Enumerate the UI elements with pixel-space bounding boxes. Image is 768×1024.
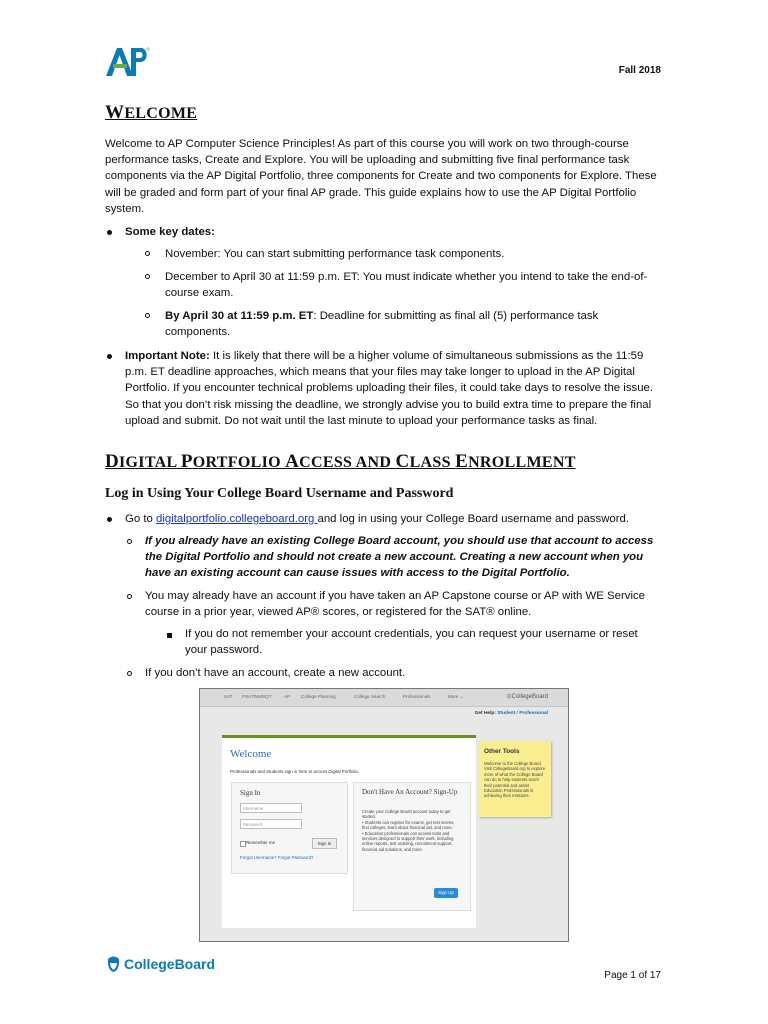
bullet: [107, 230, 112, 235]
welcome-intro: Welcome to AP Computer Science Principles! As part of this course you will work on two through-course performance tasks, Create and Explore. You will be uploading and submitting five final performance task components via the AP Digital Portfolio, three components for Create and two components for Explore. These will be graded and form part of your final AP grade. This guide explains how to use the AP Digital Portfolio system.: [105, 138, 657, 215]
nav-college-planning[interactable]: College Planning: [301, 694, 336, 699]
signup-box: [353, 782, 471, 911]
nav-college-search[interactable]: College Search: [354, 694, 386, 699]
forgot-credentials: If you do not remember your account credentials, you can request your username or reset your password.: [185, 628, 638, 657]
key-dates-label: Some key dates:: [125, 226, 215, 238]
nav-professionals[interactable]: Professionals: [403, 694, 431, 699]
shot-welcome-title: Welcome: [230, 748, 272, 760]
nav-ap[interactable]: AP: [284, 694, 291, 699]
bullet: [107, 517, 112, 522]
no-account: If you don’t have an account, create a new account.: [145, 667, 406, 679]
goto-instruction: Go to digitalportfolio.collegeboard.org and log in using your College Board username and password.: [125, 513, 630, 525]
other-tools-note: [479, 741, 551, 817]
help-professional-link[interactable]: Professional: [519, 711, 548, 716]
nav-psat[interactable]: PSAT/NMSQT: [242, 694, 272, 699]
help-student-link[interactable]: Student: [497, 711, 516, 716]
signin-button[interactable]: Sign In: [312, 838, 337, 849]
signup-title: Don't Have An Account? Sign-Up: [362, 788, 458, 796]
shot-intro: Professionals and Students sign in here to access Digital Portfolio.: [230, 769, 360, 774]
get-help: Get Help: Student / Professional: [474, 711, 548, 716]
date-april: By April 30 at 11:59 p.m. ET: Deadline for submitting as final all (5) performance task components.: [165, 310, 599, 339]
may-have-account: You may already have an account if you have taken an AP Capstone course or AP with WE Service course in a prior year, viewed AP® scores, or registered for the SAT® online.: [145, 590, 646, 619]
sub-bullet: [145, 251, 150, 256]
signin-panel: [222, 735, 476, 928]
date-december: December to April 30 at 11:59 p.m. ET: You must indicate whether you intend to take the end-of-course exam.: [165, 271, 648, 300]
signin-box: [231, 782, 348, 874]
login-page-screenshot: [199, 688, 569, 942]
sub-bullet: [127, 594, 132, 599]
sub-bullet: [127, 671, 132, 676]
acorn-icon: [106, 955, 121, 972]
remember-label: Remember me: [246, 840, 276, 845]
other-tools-title: Other Tools: [484, 748, 520, 755]
other-tools-body: Welcome to the College Board. Visit CollegeBoard.org to explore more of what the College Board can do to help students reach their potential and assist Education Professionals in achieving their missions.: [484, 761, 546, 799]
digital-portfolio-link[interactable]: digitalportfolio.collegeboard.org: [156, 513, 318, 525]
page-number: Page 1 of 17: [604, 970, 661, 981]
signin-title: Sign In: [240, 789, 261, 797]
username-field[interactable]: Username: [240, 803, 302, 813]
sub-bullet: [145, 274, 150, 279]
existing-account-warning: If you already have an existing College Board account, you should use that account to access the Digital Portfolio and should not create a new account. Creating a new account when you have an existing account can cause issues with access to the Digital Portfolio.: [145, 535, 654, 580]
access-heading: DIGITAL PORTFOLIO ACCESS AND CLASS ENROLLMENT: [105, 451, 576, 472]
collegeboard-brand[interactable]: ⊙CollegeBoard: [506, 694, 548, 700]
ap-logo-icon: [104, 44, 150, 78]
forgot-links[interactable]: Forgot Username? Forgot Password?: [240, 855, 314, 860]
site-nav: [200, 689, 568, 707]
nav-sat[interactable]: SAT: [224, 694, 233, 699]
bullet: [107, 354, 112, 359]
signup-body: Create your College Board account today to get started. • Students can register for exams, get test scores, find colleges, learn about financial aid, and more. • Education professionals can access tools and services designed to support their work, including online reports, test ordering, recruitment support, financial aid solutions, and more.: [362, 809, 455, 852]
date-november: November: You can start submitting performance task components.: [165, 248, 505, 260]
welcome-heading: WELCOME: [105, 102, 198, 123]
login-subheading: Log in Using Your College Board Username and Password: [105, 486, 454, 501]
nav-more[interactable]: More ⌄: [448, 694, 464, 699]
sub-bullet: [127, 539, 132, 544]
password-field[interactable]: Password: [240, 819, 302, 829]
square-bullet: [167, 633, 172, 638]
sub-bullet: [145, 313, 150, 318]
signup-button[interactable]: Sign Up: [434, 888, 458, 898]
collegeboard-logo: CollegeBoard: [106, 955, 215, 972]
term-date: Fall 2018: [618, 65, 661, 76]
important-note: Important Note: It is likely that there will be a higher volume of simultaneous submissions as the 11:59 p.m. ET deadline approaches, which means that your files may take longer to upload in the AP Digital Portfolio. If you encounter technical problems uploading their files, it could take days to resolve the issue. So that you don’t risk missing the deadline, we strongly advise you to build extra time to prepare the final upload and submit. Do not wait until the last minute to upload your performance tasks as final.: [125, 350, 654, 427]
